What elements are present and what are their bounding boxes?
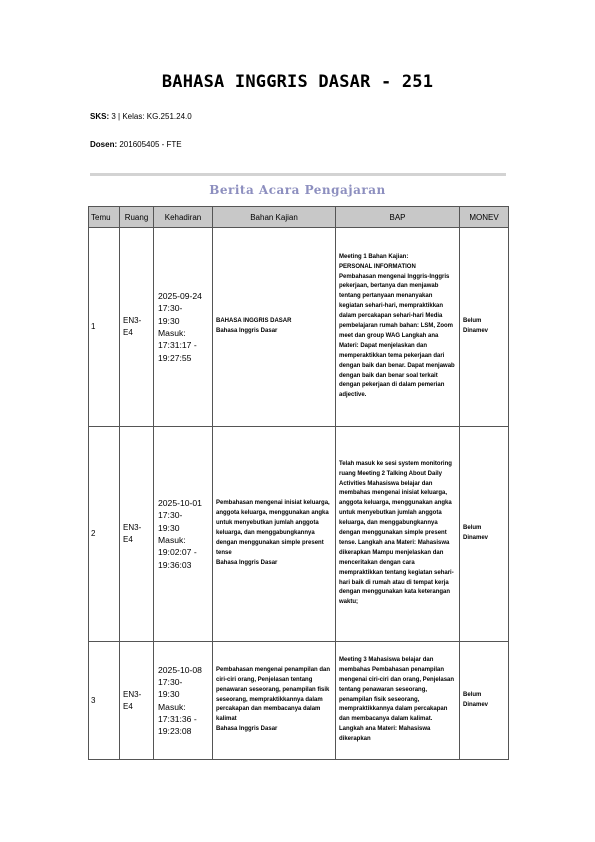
cell-bahan-kajian: Pembahasan mengenai penampilan dan ciri-ciri orang, Penjelasan tentang penawaran seseorang, penampilan fisik seseorang, mempraktikkannya dalam percakapan dan membacanya dalam kalimat Bahasa Inggris Dasar	[213, 642, 336, 760]
lecturer-meta	[90, 140, 182, 149]
section-title: Berita Acara Pengajaran	[209, 183, 386, 197]
table-row	[89, 427, 509, 642]
teaching-record-table	[88, 206, 509, 760]
cell-ruang: EN3- E4	[120, 228, 154, 427]
cell-temu: 1	[89, 228, 120, 427]
cell-monev: Belum Dinamev	[460, 228, 509, 427]
header-temu: Temu	[89, 207, 120, 228]
dosen-label: Dosen:	[90, 140, 120, 149]
cell-monev: Belum Dinamev	[460, 642, 509, 760]
cell-monev: Belum Dinamev	[460, 427, 509, 642]
cell-bahan-kajian: Pembahasan mengenai inisiat keluarga, anggota keluarga, menggunakan angka untuk menyebutkan jumlah anggota keluarga, dan menggabungkannya dengan menggunakan simple present tense Bahasa Inggris Dasar	[213, 427, 336, 642]
header-monev: MONEV	[460, 207, 509, 228]
header-ruang: Ruang	[120, 207, 154, 228]
sks-label: SKS:	[90, 112, 112, 121]
cell-ruang: EN3- E4	[120, 427, 154, 642]
course-title: BAHASA INGGRIS DASAR - 251	[161, 72, 434, 92]
cell-kehadiran: 2025-09-24 17:30- 19:30 Masuk: 17:31:17 - 19:27:55	[154, 228, 213, 427]
cell-temu: 2	[89, 427, 120, 642]
cell-temu: 3	[89, 642, 120, 760]
header-kehadiran: Kehadiran	[154, 207, 213, 228]
header-bap: BAP	[336, 207, 460, 228]
divider	[90, 173, 506, 176]
cell-bap: Telah masuk ke sesi system monitoring ruang Meeting 2 Talking About Daily Activities Mahasiswa belajar dan membahas mengenai inisiat keluarga, anggota keluarga, menggunakan angka untuk menyebutkan jumlah anggota keluarga, dan menggabungkannya dengan menggunakan simple present tense. Langkah ana Materi: Mahasiswa dikerapkan Mampu menjelaskan dan menceritakan dengan cara mempraktikkan tentang kegiatan sehari-hari baik di rumah atau di tempat kerja dengan menggunakan kata keterangan waktu;	[336, 427, 460, 642]
course-meta	[90, 112, 192, 121]
header-bahan-kajian: Bahan Kajian	[213, 207, 336, 228]
table-header-row	[89, 207, 509, 228]
sks-class-value: 3 | Kelas: KG.251.24.0	[111, 112, 192, 121]
cell-kehadiran: 2025-10-08 17:30- 19:30 Masuk: 17:31:36 - 19:23:08	[154, 642, 213, 760]
table-row	[89, 642, 509, 760]
cell-ruang: EN3- E4	[120, 642, 154, 760]
cell-kehadiran: 2025-10-01 17:30- 19:30 Masuk: 19:02:07 - 19:36:03	[154, 427, 213, 642]
table-row	[89, 228, 509, 427]
cell-bap: Meeting 1 Bahan Kajian: PERSONAL INFORMATION Pembahasan mengenai Inggris-Inggris pekerjaan, bertanya dan menjawab tentang pertanyaan menanyakan kegiatan sehari-hari, mempraktikkan dalam percakapan sehari-hari Media pembelajaran rumah bahan: LSM, Zoom meet dan group WAG Langkah ana Materi: Dapat menjelaskan dan memperaktikkan tema pekerjaan dari dengan baik dan benar. Dapat menjawab dengan baik dan benar soal terkait dengan pekerjaan di dalam pemerian adjective.	[336, 228, 460, 427]
cell-bahan-kajian: BAHASA INGGRIS DASAR Bahasa Inggris Dasar	[213, 228, 336, 427]
cell-bap: Meeting 3 Mahasiswa belajar dan membahas Pembahasan penampilan mengenai ciri-ciri dan orang, Penjelasan tentang penawaran seseorang, penampilan fisik seseorang, mempraktikkannya dalam percakapan dan membacanya dalam kalimat. Langkah ana Materi: Mahasiswa dikerapkan	[336, 642, 460, 760]
dosen-value: 201605405 - FTE	[119, 140, 182, 149]
